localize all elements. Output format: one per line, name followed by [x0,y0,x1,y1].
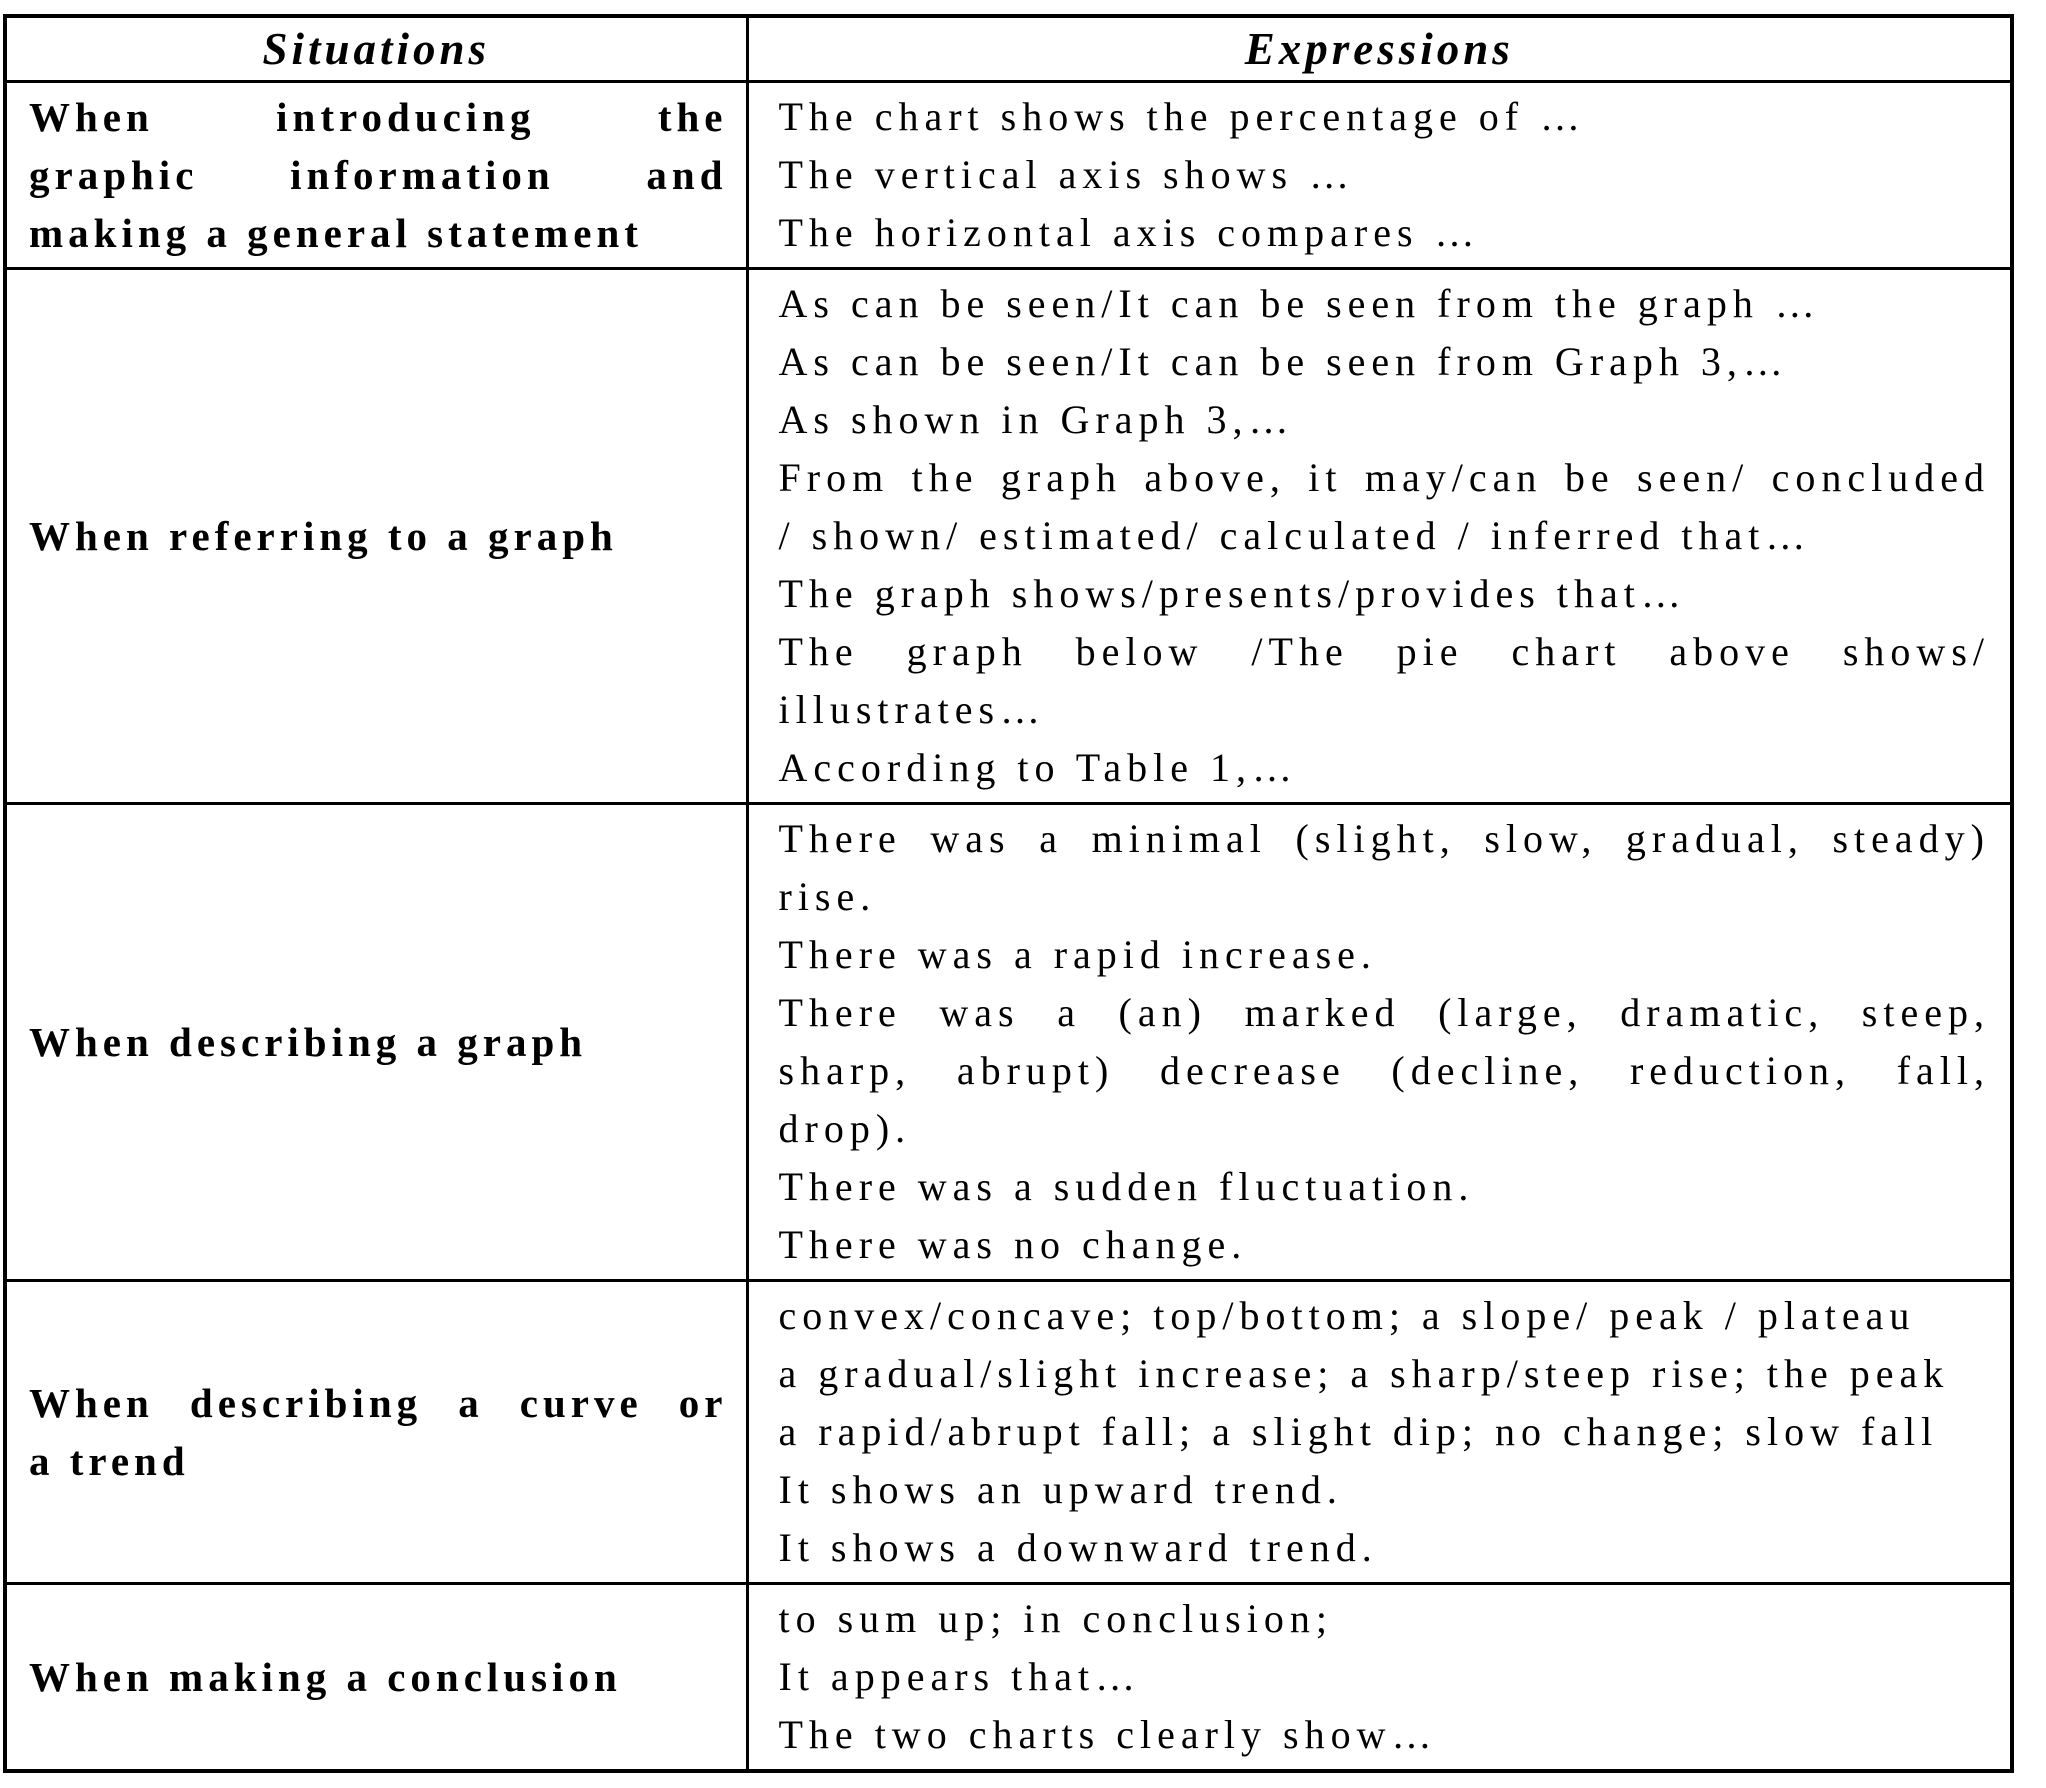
expression-line: to sum up; in conclusion; [778,1596,1333,1641]
expression-line: From the graph above, it may/can be seen/ concluded [778,455,1990,500]
table-row-referring [5,269,2012,804]
situation-line: When describing a graph [29,1019,588,1065]
expression-line: As shown in Graph 3,… [778,397,1295,442]
expression-line: The vertical axis shows … [778,152,1356,197]
table-row-describing-curve [5,1281,2012,1584]
expression-line: / shown/ estimated/ calculated / inferred that… [778,513,1812,558]
situation-line: When making a conclusion [29,1654,622,1700]
expression-line: sharp, abrupt) decrease (decline, reduction, fall, [778,1048,1990,1093]
situation-line: a trend [29,1438,190,1484]
expression-line: As can be seen/It can be seen from Graph 3,… [778,339,1789,384]
table-row-introducing [5,82,2012,269]
table-row-describing-graph [5,804,2012,1281]
expressions-cell [747,804,2012,1281]
situation-line: When describing a curve or [29,1380,728,1426]
expression-line: It shows an upward trend. [778,1467,1343,1512]
expression-line: There was no change. [778,1222,1248,1267]
table-row-conclusion [5,1584,2012,1772]
expressions-cell [747,1584,2012,1772]
situation-cell [5,1584,747,1772]
graph-description-phrase-table [3,14,2014,1773]
situation-line: making a general statement [29,210,643,256]
expression-line: There was a minimal (slight, slow, gradual, steady) [778,816,1990,861]
situation-line: When introducing the [29,94,728,140]
col-header-situations: Situations [5,16,747,82]
expressions-cell [747,1281,2012,1584]
expressions-cell [747,82,2012,269]
situation-cell [5,82,747,269]
header-row [5,16,2012,82]
expression-line: There was a rapid increase. [778,932,1377,977]
situation-cell [5,804,747,1281]
expression-line: It shows a downward trend. [778,1525,1378,1570]
expression-line: As can be seen/It can be seen from the graph … [778,281,1821,326]
expression-line: There was a (an) marked (large, dramatic, steep, [778,990,1990,1035]
expression-line: The horizontal axis compares … [778,210,1481,255]
expression-line: a gradual/slight increase; a sharp/steep rise; the peak [778,1351,1950,1396]
situation-line: When referring to a graph [29,513,618,559]
expression-line: drop). [778,1106,912,1151]
situation-line: graphic information and [29,152,728,198]
expression-line: a rapid/abrupt fall; a slight dip; no change; slow fall [778,1409,1939,1454]
expression-line: There was a sudden fluctuation. [778,1164,1475,1209]
col-header-expressions: Expressions [747,16,2012,82]
expression-line: It appears that… [778,1654,1142,1699]
expression-line: According to Table 1,… [778,745,1298,790]
expression-line: The graph below /The pie chart above shows/ [778,629,1990,674]
expression-line: The two charts clearly show… [778,1712,1438,1757]
situation-cell [5,269,747,804]
expression-line: convex/concave; top/bottom; a slope/ peak / plateau [778,1293,1916,1338]
expression-line: illustrates… [778,687,1047,732]
expression-line: The graph shows/presents/provides that… [778,571,1687,616]
expressions-cell [747,269,2012,804]
expression-line: The chart shows the percentage of … [778,94,1587,139]
situation-cell [5,1281,747,1584]
expression-line: rise. [778,874,877,919]
